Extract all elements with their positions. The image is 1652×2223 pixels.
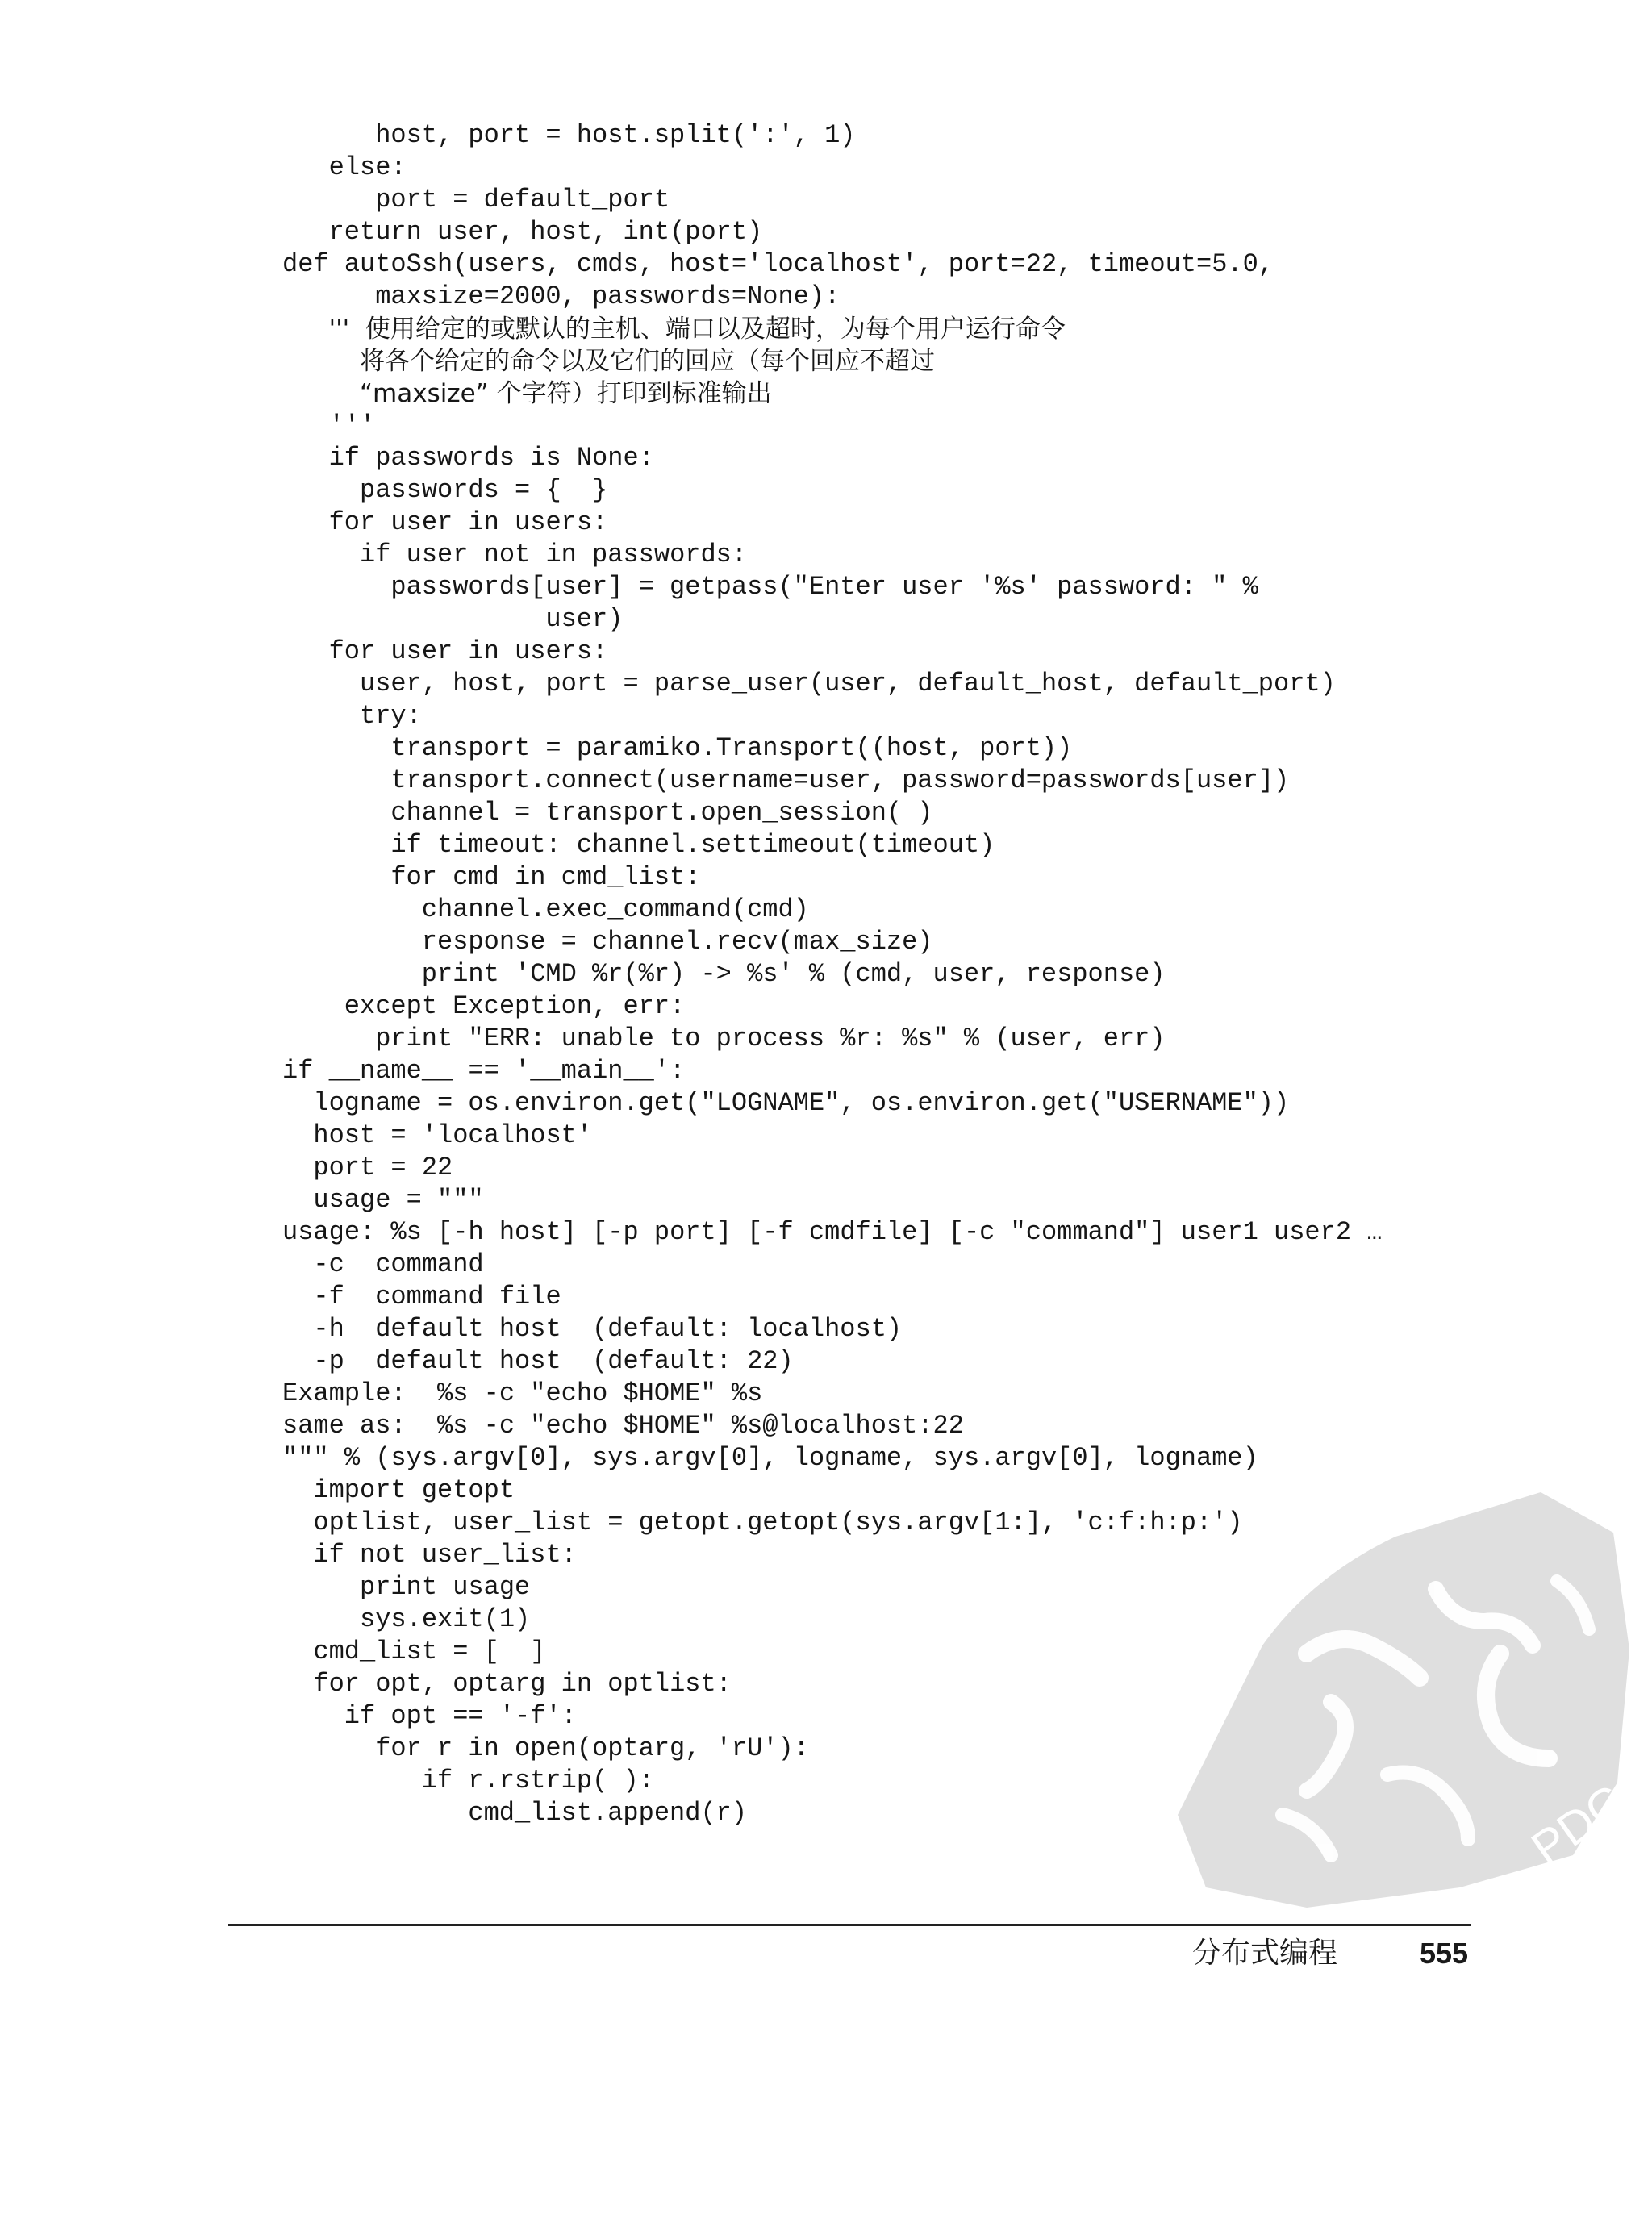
code-line: Example: %s -c "echo $HOME" %s (282, 1378, 763, 1408)
code-line: passwords[user] = getpass("Enter user '%s' password: " % (390, 572, 1258, 602)
code-line: if passwords is None: (328, 443, 654, 473)
code-line: user, host, port = parse_user(user, default_host, default_port) (360, 669, 1336, 699)
code-line: print 'CMD %r(%r) -> %s' % (cmd, user, response) (421, 959, 1166, 989)
code-line: if user not in passwords: (360, 540, 748, 569)
code-line: for user in users: (328, 507, 608, 537)
code-line: else: (328, 152, 407, 182)
code-line: ''' 使用给定的或默认的主机、端口以及超时，为每个用户运行命令 (328, 315, 1066, 344)
code-line: if __name__ == '__main__': (282, 1056, 686, 1086)
code-line: try: (360, 701, 422, 731)
code-line: except Exception, err: (344, 991, 686, 1021)
code-line: for r in open(optarg, 'rU'): (375, 1733, 809, 1763)
code-line: return user, host, int(port) (328, 217, 763, 247)
footer-rule (228, 1924, 1471, 1926)
code-line: maxsize=2000, passwords=None): (375, 282, 841, 311)
code-line: host = 'localhost' (313, 1120, 593, 1150)
code-line: for user in users: (328, 636, 608, 666)
code-line: """ % (sys.argv[0], sys.argv[0], logname, sys.argv[0], logname) (282, 1443, 1258, 1473)
code-line: if r.rstrip( ): (421, 1766, 654, 1796)
code-line: port = default_port (375, 185, 670, 215)
code-line: for cmd in cmd_list: (390, 862, 701, 892)
code-line: host, port = host.split(':', 1) (375, 120, 856, 150)
code-line: optlist, user_list = getopt.getopt(sys.argv[1:], 'c:f:h:p:') (313, 1508, 1243, 1537)
code-line: print "ERR: unable to process %r: %s" % (user, err) (375, 1024, 1166, 1053)
seal-watermark-icon (1121, 1436, 1646, 1920)
code-line: user) (545, 604, 624, 634)
code-line: passwords = { } (360, 475, 608, 505)
code-line: usage = """ (313, 1185, 484, 1215)
code-line: print usage (360, 1572, 531, 1602)
code-line: for opt, optarg in optlist: (313, 1669, 732, 1699)
code-line: sys.exit(1) (360, 1604, 531, 1634)
code-line: transport.connect(username=user, password=passwords[user]) (390, 765, 1290, 795)
svg-text:PDG: PDG (1522, 1773, 1636, 1875)
code-line: -h default host (default: localhost) (313, 1314, 903, 1344)
code-line: if opt == '-f': (344, 1701, 577, 1731)
code-line: if not user_list: (313, 1540, 577, 1570)
code-line: import getopt (313, 1475, 515, 1505)
code-line: def autoSsh(users, cmds, host='localhost', port=22, timeout=5.0, (282, 249, 1274, 279)
code-line: logname = os.environ.get("LOGNAME", os.environ.get("USERNAME")) (313, 1088, 1290, 1118)
code-line: channel.exec_command(cmd) (421, 895, 809, 924)
code-line: if timeout: channel.settimeout(timeout) (390, 830, 995, 860)
code-line: “maxsize” 个字符）打印到标准输出 (360, 379, 772, 408)
code-line: channel = transport.open_session( ) (390, 798, 933, 828)
code-line: same as: %s -c "echo $HOME" %s@localhost:22 (282, 1411, 964, 1441)
footer-section-title: 分布式编程 (1192, 1937, 1338, 1970)
code-line: transport = paramiko.Transport((host, port)) (390, 733, 1073, 763)
code-line: ''' (328, 411, 376, 440)
code-line: port = 22 (313, 1153, 453, 1182)
code-line: usage: %s [-h host] [-p port] [-f cmdfile] [-c "command"] user1 user2 … (282, 1217, 1383, 1247)
code-line: -p default host (default: 22) (313, 1346, 794, 1376)
code-line: cmd_list = [ ] (313, 1637, 546, 1666)
page-number: 555 (1420, 1937, 1469, 1970)
code-line: response = channel.recv(max_size) (421, 927, 933, 957)
code-line: -f command file (313, 1282, 561, 1312)
code-line: cmd_list.append(r) (468, 1798, 748, 1828)
code-line: -c command (313, 1249, 484, 1279)
code-line: 将各个给定的命令以及它们的回应（每个回应不超过 (360, 347, 935, 376)
